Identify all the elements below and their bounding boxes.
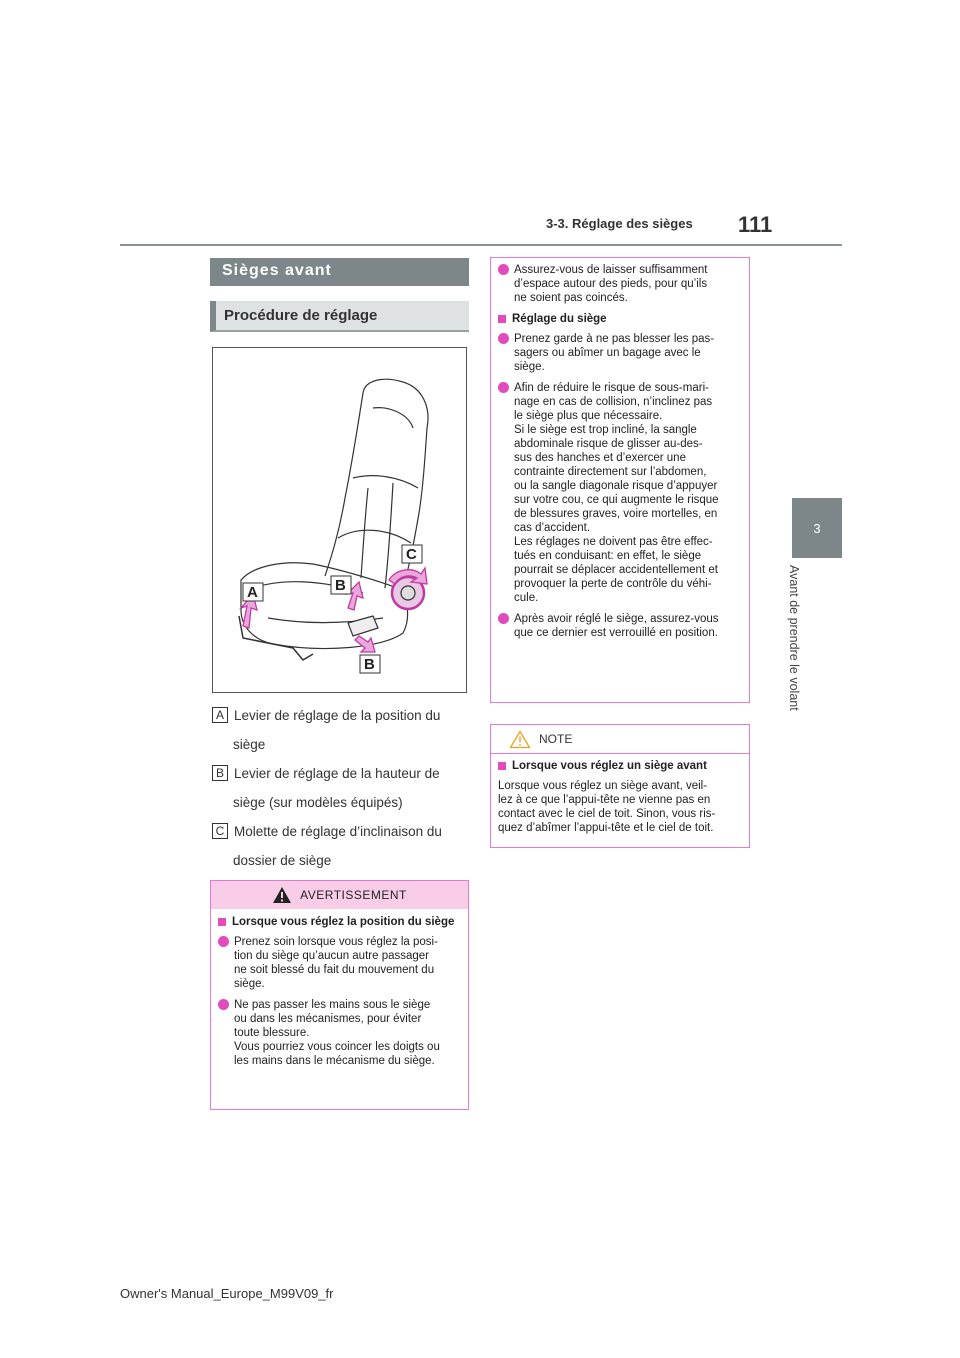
callout-c: C — [406, 546, 417, 563]
chapter-label-text: Avant de prendre le volant — [787, 565, 801, 711]
bullet-dot-icon — [498, 382, 509, 393]
note-title: NOTE — [539, 732, 573, 746]
seat-adjust-heading: Réglage du siège — [498, 312, 741, 326]
footer-manual-id: Owner's Manual_Europe_M99V09_fr — [120, 1286, 334, 1301]
warning-bullet: Prenez garde à ne pas blesser les pas- sagers ou abîmer un bagage avec le siège. — [498, 332, 741, 374]
chapter-tab: 3 — [792, 498, 842, 558]
warning-continuation-box — [490, 257, 750, 703]
legend-key-b: B — [212, 765, 228, 781]
bullet-dot-icon — [498, 613, 509, 624]
legend-key-a: A — [212, 707, 228, 723]
header-section-title: 3-3. Réglage des sièges — [546, 216, 693, 231]
bullet-dot-icon — [218, 999, 229, 1010]
legend-text-c2: dossier de siège — [233, 853, 332, 868]
legend-text-b1: Levier de réglage de la hauteur de — [234, 766, 440, 781]
square-bullet-icon — [498, 315, 506, 323]
note-header — [491, 725, 749, 754]
legend-text-b2: siège (sur modèles équipés) — [233, 795, 403, 810]
warning-header — [211, 881, 468, 909]
warning-bullet: Assurez-vous de laisser suffisamment d’espace autour des pieds, pour qu’ils ne soient pas coincés. — [498, 263, 741, 305]
caution-icon — [509, 730, 531, 749]
page-number: 111 — [738, 212, 773, 237]
warning-bullet: Après avoir réglé le siège, assurez-vous que ce dernier est verrouillé en position. — [498, 612, 741, 640]
legend-text-a2: siège — [233, 737, 266, 752]
bullet-dot-icon — [498, 333, 509, 344]
legend-text-a1: Levier de réglage de la position du — [234, 708, 441, 723]
callout-b-lower: B — [364, 656, 375, 673]
legend-key-c: C — [212, 823, 228, 839]
section-title: Sièges avant — [210, 258, 469, 286]
seat-illustration — [212, 347, 467, 693]
bullet-dot-icon — [498, 264, 509, 275]
note-text: Lorsque vous réglez un siège avant, veil- lez à ce que l’appui-tête ne vienne pas en contact avec le ciel de toit. Sinon, vous ris- quez d’abîmer l’appui-tête et le ciel de toit. — [498, 780, 716, 834]
warning-bullet: Ne pas passer les mains sous le siège ou dans les mécanismes, pour éviter toute blessure. Vous pourriez vous coincer les doigts ou les mains dans le mécanisme du siège. — [218, 998, 460, 1068]
square-bullet-icon — [218, 918, 226, 926]
chapter-label — [775, 565, 815, 745]
note-heading: Lorsque vous réglez un siège avant — [498, 759, 741, 773]
legend-item-b — [212, 759, 472, 817]
square-bullet-icon — [498, 762, 506, 770]
warning-heading: Lorsque vous réglez la position du siège — [218, 915, 460, 929]
subsection-title: Procédure de réglage — [210, 301, 469, 332]
warning-title: AVERTISSEMENT — [300, 888, 407, 902]
cushion-outline — [241, 563, 408, 649]
legend-item-a — [212, 701, 472, 759]
bullet-dot-icon — [218, 936, 229, 947]
arrow-b-down — [355, 636, 375, 652]
note-box — [490, 724, 750, 848]
legend-text-c1: Molette de réglage d’inclinaison du — [234, 824, 442, 839]
warning-bullet: Afin de réduire le risque de sous-mari- nage en cas de collision, n’inclinez pas le siège plus que nécessaire. Si le siège est trop incliné, la sangle abdominale risque de glisser au-des- sus des hanches et d’exercer une contrainte directement sur l’abdomen, ou la sangle diagonale risque d’appuyer sur votre cou, ce qui augmente le risque de blessures graves, voire mortelles, en cas d’accident. Les réglages ne doivent pas être effec- tués en conduisant: en effet, le siège pourrait se déplacer accidentellement et provoquer la perte de contrôle du véhi- cule. — [498, 381, 741, 605]
callout-a: A — [247, 584, 258, 601]
seat-drawing — [213, 348, 466, 692]
header-rule — [120, 244, 842, 246]
callout-b-upper: B — [335, 577, 346, 594]
warning-bullet: Prenez soin lorsque vous réglez la posi- tion du siège qu’aucun autre passager ne soit blessé du fait du mouvement du siège. — [218, 935, 460, 991]
warning-box — [210, 880, 469, 1110]
legend-item-c — [212, 817, 472, 875]
warning-icon — [272, 886, 292, 904]
